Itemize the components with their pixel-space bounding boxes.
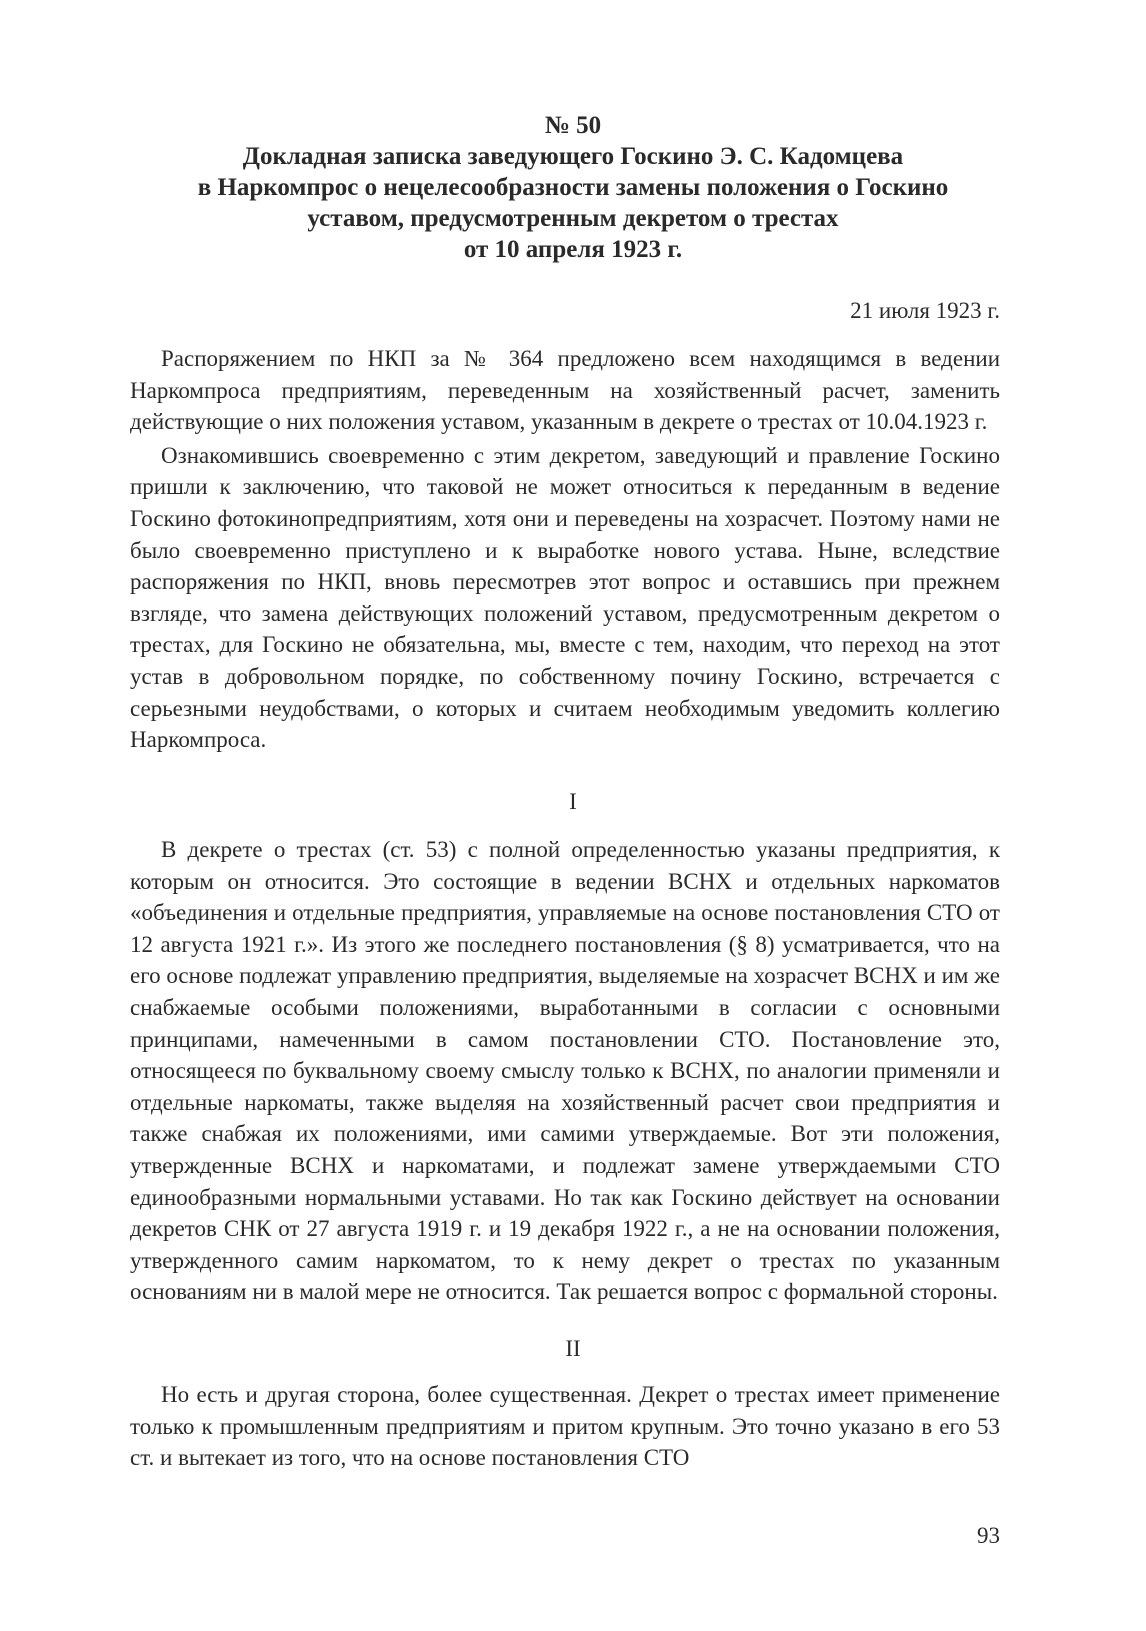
- intro-paragraph: Распоряжением по НКП за № 364 предложено всем находящимся в ведении Наркомпроса предприятиям, переведенным на хозяйственный расчет, заменить действующие о них положения уставом, указанным в декрете о трестах от 10.04.1923 г.: [130, 346, 1000, 435]
- section-2-block: [130, 1379, 1000, 1474]
- document-heading: [120, 110, 1026, 265]
- document-title-line: в Наркомпрос о нецелесообразности замены положения о Госкино: [197, 174, 949, 201]
- document-title-line: Докладная записка заведующего Госкино Э. С. Кадомцева: [242, 143, 904, 170]
- document-date: 21 июля 1923 г.: [850, 298, 1000, 323]
- page-number: 93: [977, 1523, 1000, 1548]
- document-title-line: от 10 апреля 1923 г.: [463, 236, 683, 263]
- section-1-paragraph: В декрете о трестах (ст. 53) с полной определенностью указаны предприятия, к которым он относится. Это состоящие в ведении ВСНХ и отдельных наркоматов «объединения и отдельные предприятия, управляемые на основе постановления СТО от 12 августа 1921 г.». Из этого же последнего постановления (§ 8) усматривается, что на его основе подлежат управлению предприятия, выделяемые на хозрасчет ВСНХ и им же снабжаемые особыми положениями, выработанными в согласии с основными принципами, намеченными в самом постановлении СТО. Постановление это, относящееся по буквальному своему смыслу только к ВСНХ, по аналогии применяли и отдельные наркоматы, также выделяя на хозяйственный расчет свои предприятия и также снабжая их положениями, ими самими утверждаемые. Вот эти положения, утвержденные ВСНХ и наркоматами, и подлежат замене утверждаемыми СТО единообразными нормальными уставами. Но так как Госкино действует на основании декретов СНК от 27 августа 1919 г. и 19 декабря 1922 г., а не на основании положения, утвержденного самим наркоматом, то к нему декрет о трестах по указанным основаниям ни в малой мере не относится. Так решается вопрос с формальной стороны.: [130, 837, 1000, 1305]
- section-2-paragraph: Но есть и другая сторона, более существенная. Декрет о трестах имеет применение только к промышленным предприятиям и притом крупным. Это точно указано в его 53 ст. и вытекает из того, что на основе постановления СТО: [130, 1382, 1000, 1471]
- section-numeral-2: II: [565, 1336, 581, 1361]
- section-numeral-1: I: [569, 789, 577, 814]
- document-number: № 50: [544, 112, 602, 139]
- intro-block: [130, 343, 1000, 756]
- document-title-line: уставом, предусмотренным декретом о трестах: [307, 205, 839, 232]
- section-1-block: [130, 834, 1000, 1308]
- intro-paragraph: Ознакомившись своевременно с этим декретом, заведующий и правление Госкино пришли к заключению, что таковой не может относиться к переданным в ведение Госкино фотокинопредприятиям, хотя они и переведены на хозрасчет. Поэтому нами не было своевременно приступлено и к выработке нового устава. Ныне, вследствие распоряжения по НКП, вновь пересмотрев этот вопрос и оставшись при прежнем взгляде, что замена действующих положений уставом, предусмотренным декретом о трестах, для Госкино не обязательна, мы, вместе с тем, находим, что переход на этот устав в добровольном порядке, по собственному почину Госкино, встречается с серьезными неудобствами, о которых и считаем необходимым уведомить коллегию Наркомпроса.: [130, 442, 1000, 753]
